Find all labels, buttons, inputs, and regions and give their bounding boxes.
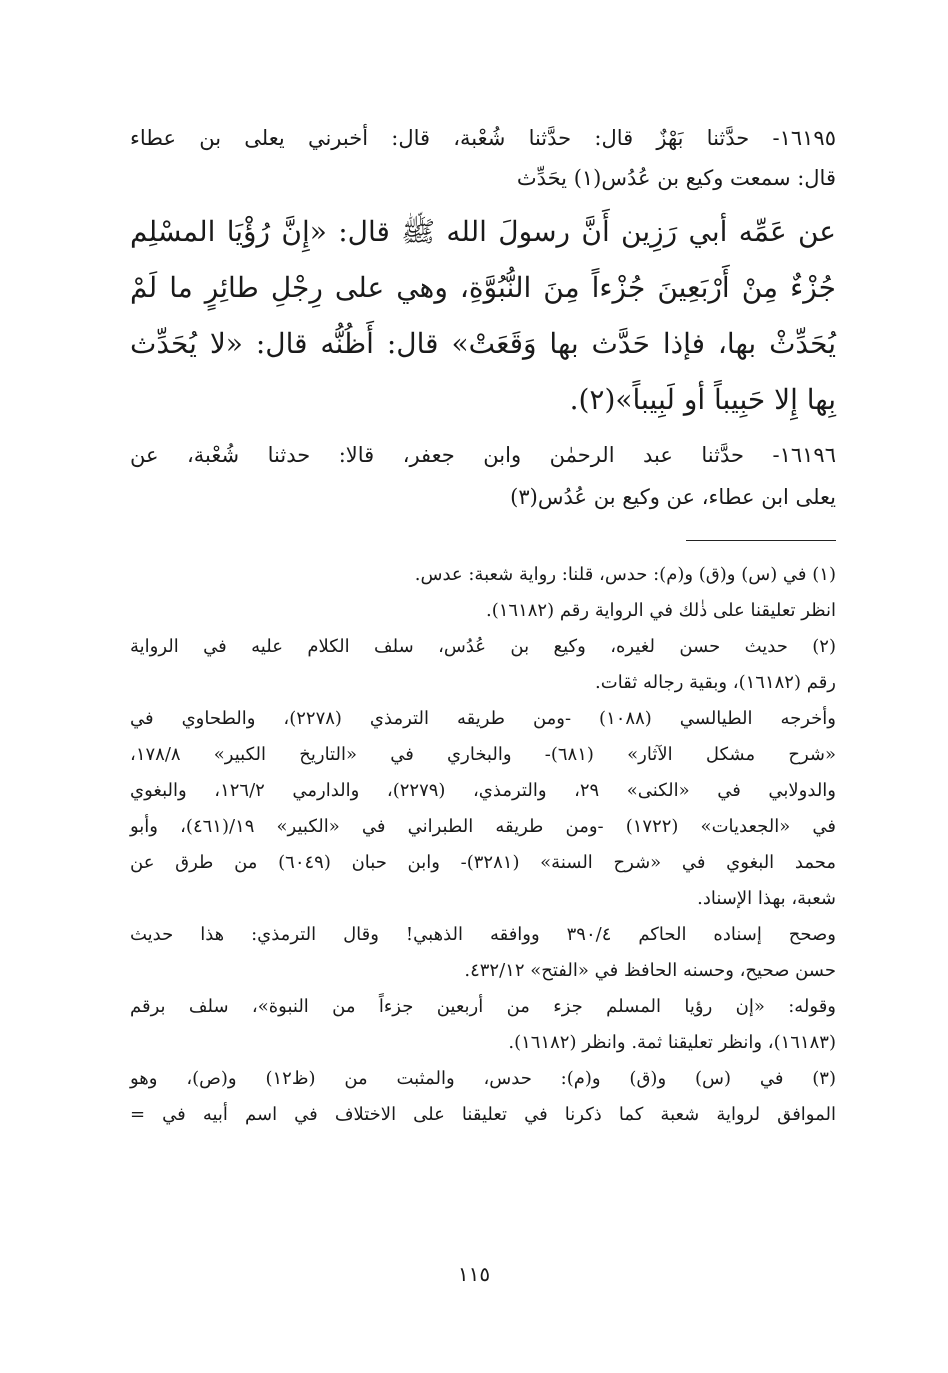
footnote-2 [130, 629, 836, 701]
footnote-2-qawluhu [130, 989, 836, 1061]
text-line: وأخرجه الطيالسي (١٠٨٨) -ومن طريقه الترمذي (٢٢٧٨)، والطحاوي في [130, 708, 836, 729]
text-line: جُزْءٌ مِنْ أَرْبَعِينَ جُزْءاً مِنَ النُّبُوَّةِ، وهي على رِجْلِ طائِرٍ ما لَمْ [130, 271, 836, 304]
text-line: شعبة، بهذا الإسناد. [697, 888, 836, 909]
text-line: بِها إِلا حَبِيباً أو لَبِيباً»(٢). [569, 383, 836, 416]
text-line: قال: سمعت وكيع بن عُدُس(١) يحَدِّث [516, 166, 836, 190]
footnote-2-takhrij [130, 701, 836, 917]
footnote-1 [130, 557, 836, 629]
text-line: ١٦١٩٥- حدَّثنا بَهْزٌ قال: حدَّثنا شُعْبة، قال: أخبرني يعلى بن عطاء [130, 126, 836, 150]
hadith-16195-matn [130, 204, 836, 428]
text-line: في «الجعديات» (١٧٢٢) -ومن طريقه الطبراني في «الكبير» ١٩/(٤٦١)، وأبو [130, 816, 836, 837]
page-number: ١١٥ [457, 1262, 491, 1286]
text-line: يعلى ابن عطاء، عن وكيع بن عُدُس(٣) [510, 485, 836, 509]
page-body [130, 118, 836, 1133]
text-line: «شرح مشكل الآثار» (٦٨١)- والبخاري في «التاريخ الكبير» ١٧٨/٨، [130, 744, 836, 765]
footnote-2-tashih [130, 917, 836, 989]
text-line: محمد البغوي في «شرح السنة» (٣٢٨١)- وابن حبان (٦٠٤٩) من طرق عن [130, 852, 836, 873]
text-line: (١٦١٨٣)، وانظر تعليقنا ثمة. وانظر (١٦١٨٢). [508, 1032, 836, 1053]
text-line: انظر تعليقنا على ذٰلك في الرواية رقم (١٦١٨٢). [485, 600, 836, 621]
text-line: (١) في (س) و(ق) و(م): حدس، قلنا: رواية شعبة: عدس. [414, 564, 836, 585]
text-line: وصحح إسناده الحاكم ٣٩٠/٤ ووافقه الذهبي! وقال الترمذي: هذا حديث [130, 924, 836, 945]
text-line: الموافق لرواية شعبة كما ذكرنا في تعليقنا على الاختلاف في اسم أبيه في = [130, 1104, 836, 1125]
text-line: رقم (١٦١٨٢)، وبقية رجاله ثقات. [595, 672, 836, 693]
footnote-separator [686, 540, 836, 541]
text-line: ١٦١٩٦- حدَّثنا عبد الرحمٰن وابن جعفر، قالا: حدثنا شُعْبة، عن [130, 443, 836, 467]
text-line: (٢) حديث حسن لغيره، وكيع بن عُدُس، سلف الكلام عليه في الرواية [130, 636, 836, 657]
text-line: (٣) في (س) و(ق) و(م): حدس، والمثبت من (ظ١٢) و(ص)، وهو [130, 1068, 836, 1089]
hadith-16196-isnad [130, 434, 836, 518]
text-line: حسن صحيح، وحسنه الحافظ في «الفتح» ٤٣٢/١٢. [464, 960, 836, 981]
text-line: عن عَمِّه أبي رَزِين أَنَّ رسولَ الله ﷺ قال: «إِنَّ رُؤْيَا المسْلِم [130, 215, 836, 248]
text-line: والدولابي في «الكنى» ٢٩، والترمذي، (٢٢٧٩)، والدارمي ١٢٦/٢، والبغوي [130, 780, 836, 801]
footnote-3 [130, 1061, 836, 1133]
hadith-16195-isnad [130, 118, 836, 198]
text-line: وقوله: «إن رؤيا المسلم جزء من أربعين جزءاً من النبوة»، سلف برقم [130, 996, 836, 1017]
text-line: يُحَدِّثْ بها، فإذا حَدَّث بها وَقَعَتْ» قال: أَظُنُّه قال: «لا يُحَدِّث [130, 327, 836, 360]
